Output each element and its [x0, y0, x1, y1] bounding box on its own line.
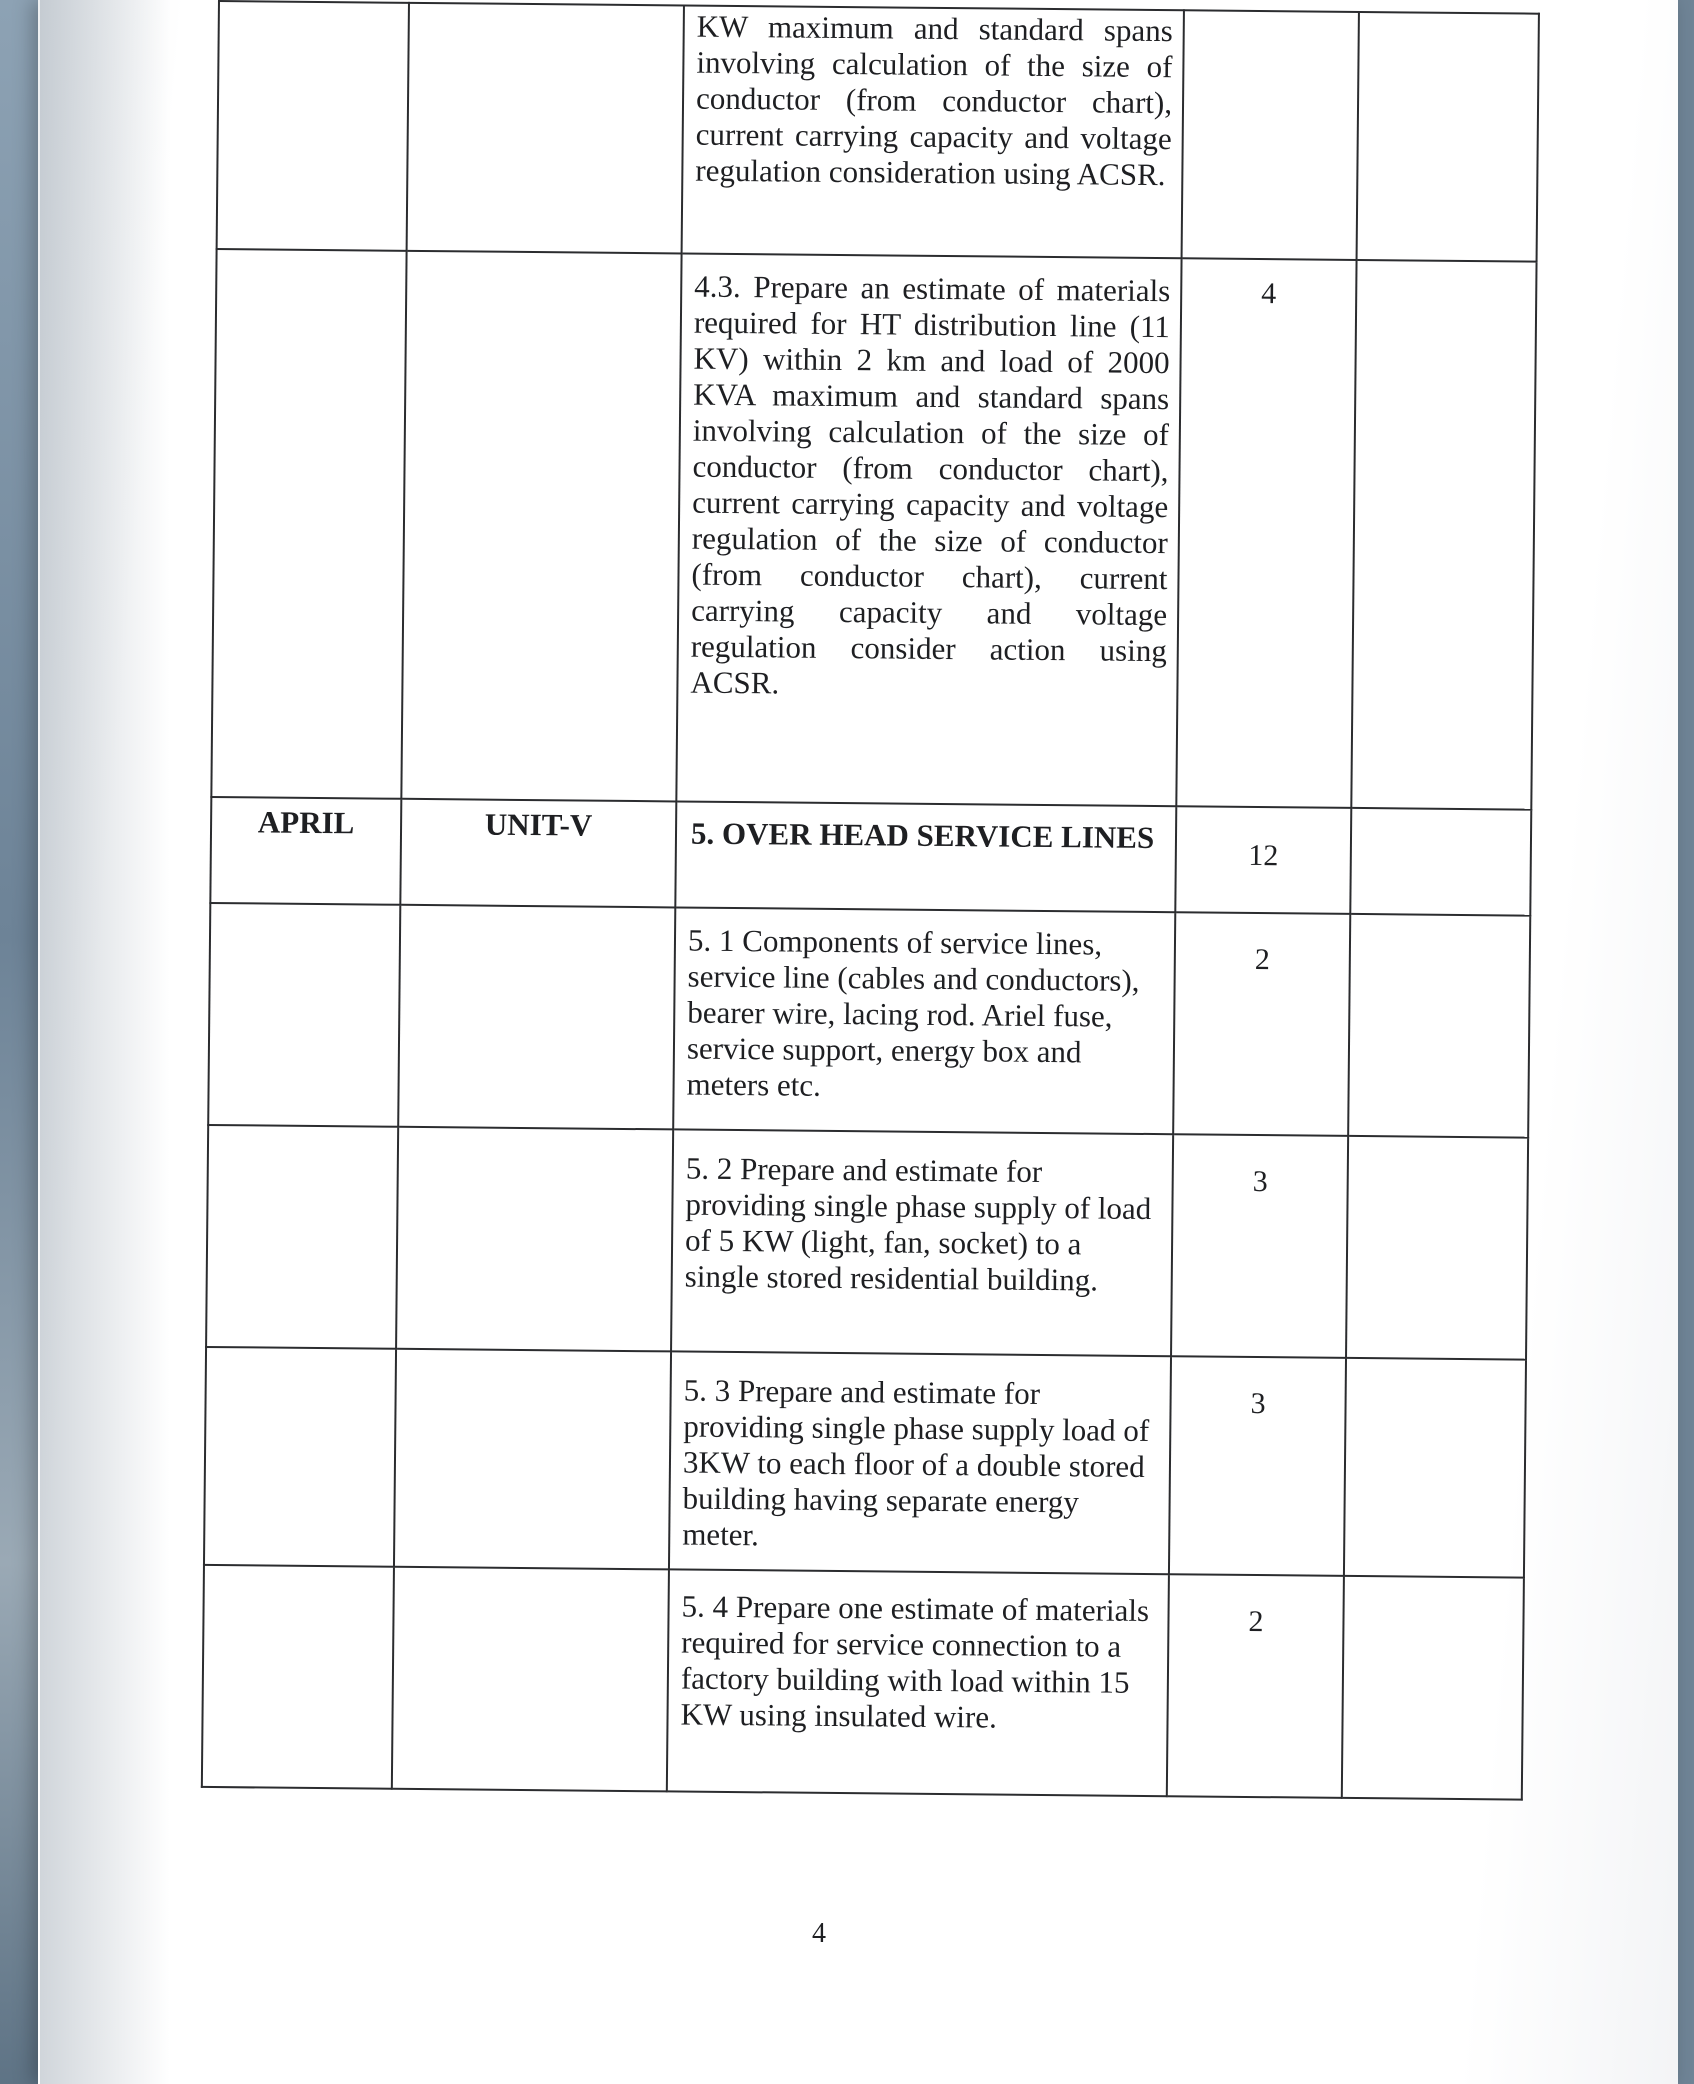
remarks-cell: [1351, 260, 1536, 810]
unit-cell: [396, 1127, 673, 1352]
remarks-cell: [1357, 12, 1539, 262]
remarks-cell: [1342, 1576, 1524, 1800]
table-row: [210, 797, 1531, 916]
hours-cell: 3: [1171, 1134, 1348, 1358]
table-row: [211, 249, 1536, 810]
month-cell: [217, 1, 409, 251]
unit-cell: [398, 905, 675, 1130]
hours-cell: 2: [1173, 912, 1350, 1136]
hours-cell: 2: [1167, 1574, 1344, 1798]
remarks-cell: [1350, 808, 1531, 916]
remarks-cell: [1346, 1136, 1528, 1360]
page-number: 4: [812, 1918, 826, 1949]
topic-cell: 5. OVER HEAD SERVICE LINES: [675, 801, 1176, 912]
hours-cell: 12: [1175, 806, 1351, 914]
schedule-table: [201, 0, 1540, 1801]
table-row: [217, 1, 1539, 262]
month-cell: [204, 1347, 396, 1567]
topic-cell: 5. 3 Prepare and estimate for providing single phase supply load of 3KW to each floor of a double stored building having separate energy meter.: [669, 1351, 1171, 1574]
table-row: [204, 1347, 1526, 1578]
schedule-sheet: [201, 0, 1538, 1801]
topic-cell: KW maximum and standard spans involving calculation of the size of conductor (from conductor chart), current carrying capacity and voltage regulation consideration using ACSR.: [682, 5, 1184, 258]
month-cell: [206, 1125, 398, 1349]
unit-cell: UNIT-V: [400, 799, 676, 908]
topic-cell: 4.3. Prepare an estimate of materials required for HT distribution line (11 KV) within 2 km and load of 2000 KVA maximum and standard spans involving calculation of the size of conductor (from conductor chart), current carrying capacity and voltage regulation of the size of conductor (from conductor chart), current carrying capacity and voltage regulation consider action using ACSR.: [676, 253, 1181, 806]
topic-cell: 5. 2 Prepare and estimate for providing single phase supply of load of 5 KW (light, fan, socket) to a single stored residential building.: [671, 1129, 1173, 1356]
month-cell: APRIL: [210, 797, 401, 905]
unit-cell: [392, 1567, 669, 1792]
month-cell: [211, 249, 406, 799]
remarks-cell: [1348, 914, 1530, 1138]
unit-cell: [407, 3, 684, 254]
hours-cell: [1182, 10, 1359, 260]
month-cell: [202, 1565, 394, 1789]
hours-cell: 4: [1176, 258, 1356, 808]
hours-cell: 3: [1169, 1356, 1346, 1576]
table-row: [206, 1125, 1528, 1360]
remarks-cell: [1344, 1358, 1526, 1578]
topic-cell: 5. 1 Components of service lines, service line (cables and conductors), bearer wire, lacing rod. Ariel fuse, service support, energy box and meters etc.: [673, 907, 1175, 1134]
table-row: [208, 903, 1530, 1138]
table-row: [202, 1565, 1524, 1800]
month-cell: [208, 903, 400, 1127]
topic-cell: 5. 4 Prepare one estimate of materials required for service connection to a factory building with load within 15 KW using insulated wire.: [667, 1569, 1169, 1796]
unit-cell: [401, 251, 681, 802]
unit-cell: [394, 1349, 671, 1570]
